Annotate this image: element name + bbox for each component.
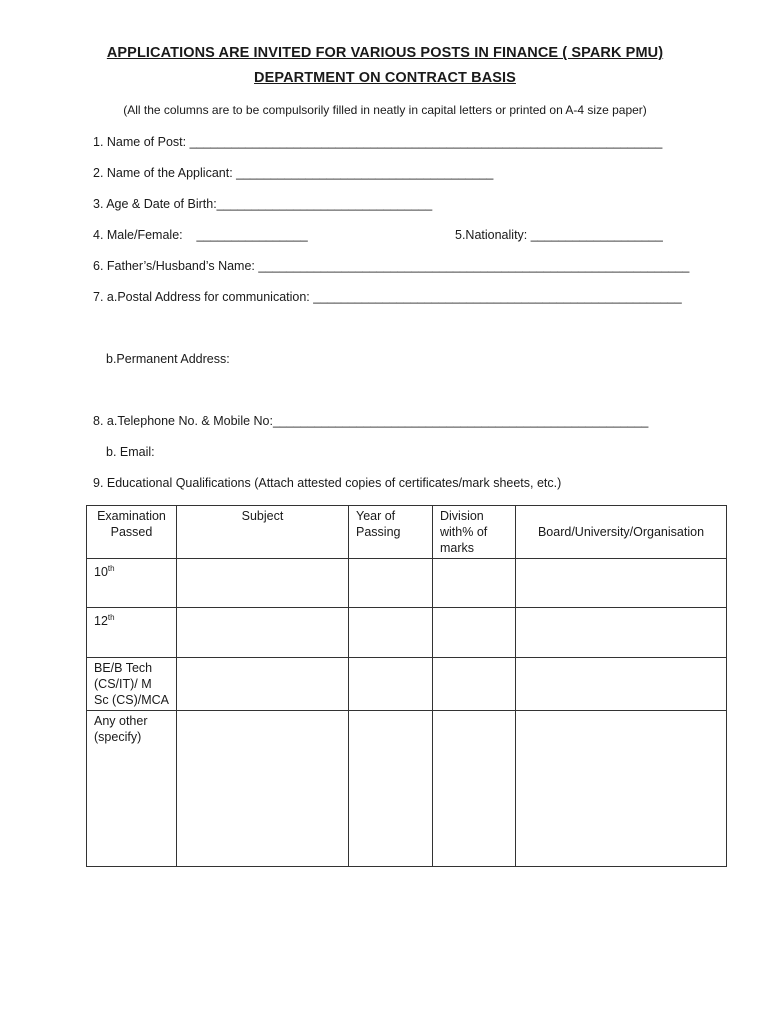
form-title-line2: DEPARTMENT ON CONTRACT BASIS [254,70,516,86]
header-year-of-passing: Year of Passing [349,506,433,559]
cell-year[interactable] [349,711,433,867]
header-exam-passed: Examination Passed [87,506,177,559]
table-row [87,658,727,711]
cell-subject[interactable] [177,559,349,608]
field-postal-address[interactable]: 7. a.Postal Address for communication: _____________________________________________________ [93,290,682,304]
instruction-note: (All the columns are to be compulsorily filled in neatly in capital letters or printed on A-4 size paper) [123,103,647,117]
cell-division[interactable] [433,711,516,867]
field-male-female[interactable]: 4. Male/Female: ________________ [93,228,308,242]
field-name-of-applicant[interactable]: 2. Name of the Applicant: _____________________________________ [93,166,494,180]
cell-board[interactable] [516,559,727,608]
header-board: Board/University/Organisation [516,506,727,559]
form-title-line1: APPLICATIONS ARE INVITED FOR VARIOUS POSTS IN FINANCE ( SPARK PMU) [106,45,664,61]
cell-board[interactable] [516,711,727,867]
cell-division[interactable] [433,559,516,608]
row-exam-10th: 10th [87,559,177,608]
table-header-row [87,506,727,559]
cell-division[interactable] [433,608,516,658]
cell-board[interactable] [516,608,727,658]
education-heading: 9. Educational Qualifications (Attach attested copies of certificates/mark sheets, etc.) [93,476,562,490]
field-nationality[interactable]: 5.Nationality: ___________________ [455,228,663,242]
cell-subject[interactable] [177,711,349,867]
table-row [87,711,727,867]
field-email[interactable]: b. Email: [106,445,155,459]
education-table [86,505,727,867]
row-exam-graduate: BE/B Tech (CS/IT)/ M Sc (CS)/MCA [87,658,177,711]
cell-division[interactable] [433,658,516,711]
table-row [87,559,727,608]
cell-subject[interactable] [177,658,349,711]
cell-board[interactable] [516,658,727,711]
cell-subject[interactable] [177,608,349,658]
cell-year[interactable] [349,658,433,711]
header-division: Division with% of marks [433,506,516,559]
field-permanent-address[interactable]: b.Permanent Address: [106,352,230,366]
cell-year[interactable] [349,559,433,608]
field-age-dob[interactable]: 3. Age & Date of Birth:_______________________________ [93,197,433,211]
field-telephone[interactable]: 8. a.Telephone No. & Mobile No:______________________________________________________ [93,414,649,428]
row-exam-other: Any other (specify) [87,711,177,867]
field-father-husband-name[interactable]: 6. Father’s/Husband’s Name: ______________________________________________________________ [93,259,690,273]
header-subject: Subject [177,506,349,559]
cell-year[interactable] [349,608,433,658]
row-exam-12th: 12th [87,608,177,658]
field-name-of-post[interactable]: 1. Name of Post: ____________________________________________________________________ [93,135,663,149]
table-row [87,608,727,658]
